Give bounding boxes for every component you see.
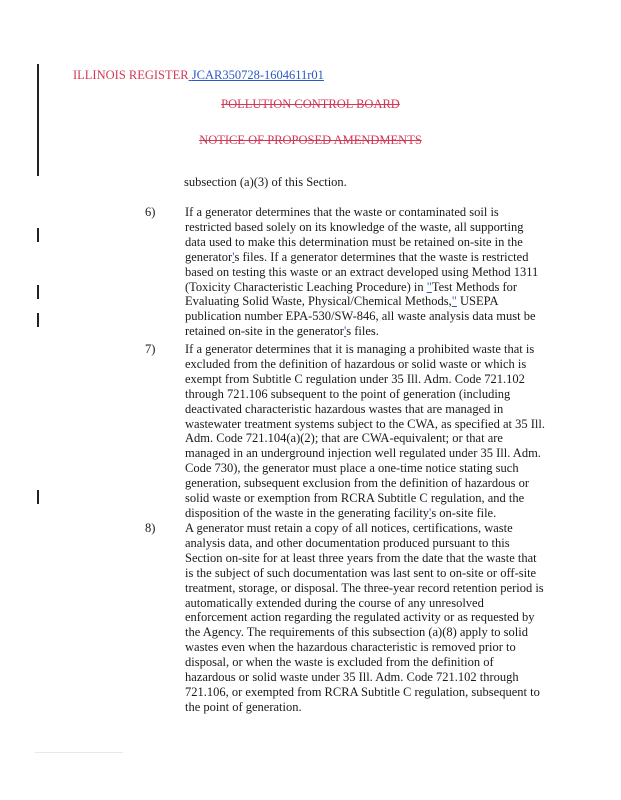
register-label: ILLINOIS REGISTER	[73, 68, 189, 82]
change-bar	[37, 490, 39, 504]
change-bar	[37, 64, 39, 176]
list-item	[145, 205, 545, 339]
item-text: If a generator determines that the waste or contaminated soil is restricted based solely on its knowledge of the waste, all supporting data used to make this determination must be retained on-site in the generator's files. If a generator determines that the waste is restricted based on testing this waste or an extract developed using Method 1311 (Toxicity Characteristic Leaching Procedure) in "Test Methods for Evaluating Solid Waste, Physical/Chemical Methods," USEPA publication number EPA-530/SW-846, all waste analysis data must be retained on-site in the generator's files.	[185, 205, 539, 339]
item-number: 7)	[145, 342, 156, 356]
board-title: POLLUTION CONTROL BOARD	[221, 97, 400, 111]
register-header	[73, 68, 324, 83]
list-item	[145, 342, 545, 521]
item-number: 8)	[145, 521, 156, 535]
notice-title: NOTICE OF PROPOSED AMENDMENTS	[199, 133, 422, 147]
change-bar	[37, 313, 39, 327]
doc-code: JCAR350728-1604611r01	[191, 68, 324, 82]
change-bar	[37, 285, 39, 299]
item-text: If a generator determines that it is managing a prohibited waste that is excluded from the definition of hazardous or solid waste or which is exempt from Subtitle C regulation under 35 Ill. Adm. Code 721.102 through 721.106 subsequent to the point of generation (including deactivated characteristic hazardous wastes that are managed in wastewater treatment systems subject to the CWA, as specified at 35 Ill. Adm. Code 721.104(a)(2); that are CWA-equivalent; or that are managed in an underground injection well regulated under 35 Ill. Adm. Code 730), the generator must place a one-time notice stating such generation, subsequent exclusion from the definition of hazardous or solid waste or exemption from RCRA Subtitle C regulation, and the disposition of the waste in the generating facility's on-site file.	[185, 342, 545, 520]
list-item	[145, 521, 545, 715]
change-bar	[37, 228, 39, 242]
item-text: A generator must retain a copy of all notices, certifications, waste analysis data, and other documentation produced pursuant to this Section on-site for at least three years from the date that the waste that is the subject of such documentation was last sent to on-site or off-site treatment, storage, or disposal. The three-year record retention period is automatically extended during the course of any unresolved enforcement action regarding the regulated activity or as requested by the Agency. The requirements of this subsection (a)(8) apply to solid wastes even when the hazardous characteristic is removed prior to disposal, or when the waste is excluded from the definition of hazardous or solid waste under 35 Ill. Adm. Code 721.102 through 721.106, or exempted from RCRA Subtitle C regulation, subsequent to the point of generation.	[185, 521, 544, 714]
continuation-text: subsection (a)(3) of this Section.	[184, 175, 347, 189]
footer-rule	[35, 752, 123, 753]
item-number: 6)	[145, 205, 156, 219]
